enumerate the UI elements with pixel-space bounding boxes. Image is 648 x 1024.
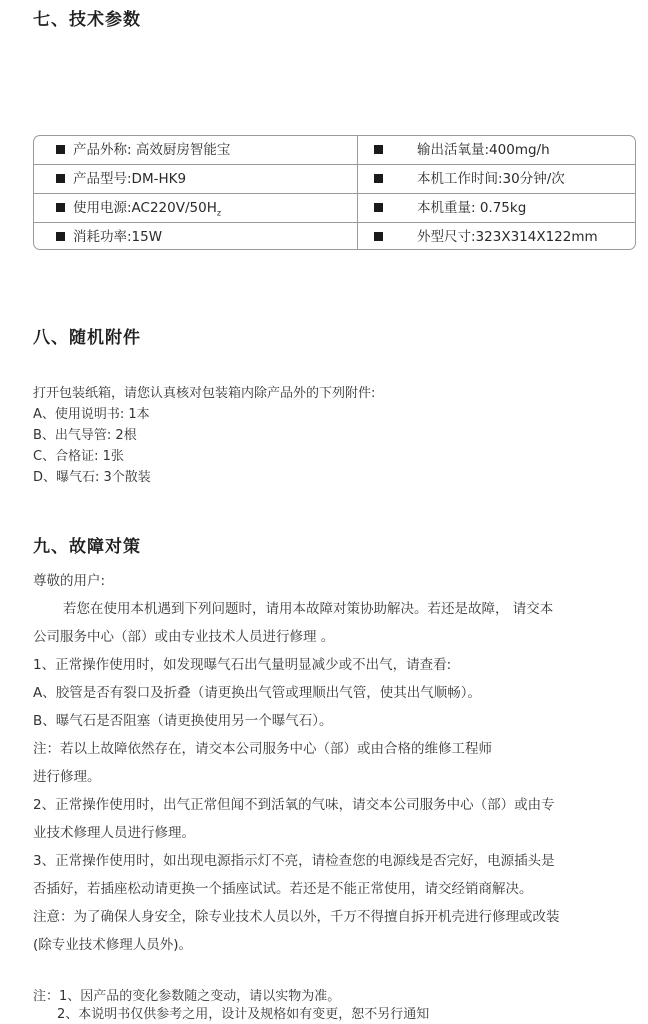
spec-cell: 本机重量: 0.75kg <box>374 194 526 222</box>
paragraph-line: 2、正常操作使用时，出气正常但闻不到活氧的气味，请交本公司服务中心（部）或由专 <box>33 797 555 813</box>
greeting: 尊敬的用户: <box>33 573 106 589</box>
bullet-icon <box>374 145 383 154</box>
bullet-icon <box>374 174 383 183</box>
spec-cell: 产品型号:DM-HK9 <box>56 165 186 193</box>
note-line: 2、本说明书仅供参考之用，设计及规格如有变更，恕不另行通知 <box>57 1007 430 1022</box>
accessory-item: B、出气导管: 2根 <box>33 428 137 443</box>
accessory-item: D、曝气石: 3个散装 <box>33 470 151 485</box>
paragraph-line: 业技术修理人员进行修理。 <box>33 825 195 841</box>
paragraph-line: 若您在使用本机遇到下列问题时，请用本故障对策协助解决。若还是故障， 请交本 <box>63 601 554 617</box>
accessory-item: C、合格证: 1张 <box>33 449 124 464</box>
bullet-icon <box>374 232 383 241</box>
bullet-icon <box>56 174 65 183</box>
paragraph-line: 注意：为了确保人身安全，除专业技术人员以外，千万不得擅自拆开机壳进行修理或改装 <box>33 909 560 925</box>
spec-cell: 使用电源$:AC220V/50H_z$ <box>56 194 221 222</box>
section8-title: 八、随机附件 <box>33 328 141 348</box>
section9-title: 九、故障对策 <box>33 537 141 557</box>
paragraph-line: 1、正常操作使用时，如发现曝气石出气量明显减少或不出气，请查看: <box>33 657 452 673</box>
note-line: 注：1、因产品的变化参数随之变动，请以实物为准。 <box>33 989 341 1004</box>
spec-cell: 输出活氧量:400mg/h <box>374 136 550 164</box>
spec-cell: 产品外称: 高效厨房智能宝 <box>56 136 230 164</box>
paragraph-line: 进行修理。 <box>33 769 101 785</box>
paragraph-line: 3、正常操作使用时，如出现电源指示灯不亮，请检查您的电源线是否完好，电源插头是 <box>33 853 555 869</box>
paragraph-line: A、胶管是否有裂口及折叠（请更换出气管或理顺出气管，使其出气顺畅）。 <box>33 685 481 701</box>
bullet-icon <box>56 203 65 212</box>
paragraph-line: (除专业技术修理人员外)。 <box>33 937 193 953</box>
bullet-icon <box>56 232 65 241</box>
spec-cell: 本机工作时间:30分钟/次 <box>374 165 565 193</box>
section7-title: 七、技术参数 <box>33 10 141 30</box>
paragraph-line: 公司服务中心（部）或由专业技术人员进行修理 。 <box>33 629 335 645</box>
spec-cell: 外型尺寸:323X314X122mm <box>374 223 598 251</box>
spec-table <box>33 135 636 250</box>
accessory-item: A、使用说明书: 1本 <box>33 407 150 422</box>
spec-cell: 消耗功率:15W <box>56 223 162 251</box>
bullet-icon <box>374 203 383 212</box>
paragraph-line: 否插好，若插座松动请更换一个插座试试。若还是不能正常使用，请交经销商解决。 <box>33 881 533 897</box>
accessory-intro: 打开包装纸箱，请您认真核对包装箱内除产品外的下列附件: <box>33 386 376 401</box>
paragraph-line: B、曝气石是否阻塞（请更换使用另一个曝气石）。 <box>33 713 333 729</box>
bullet-icon <box>56 145 65 154</box>
paragraph-line: 注：若以上故障依然存在，请交本公司服务中心（部）或由合格的维修工程师 <box>33 741 492 757</box>
